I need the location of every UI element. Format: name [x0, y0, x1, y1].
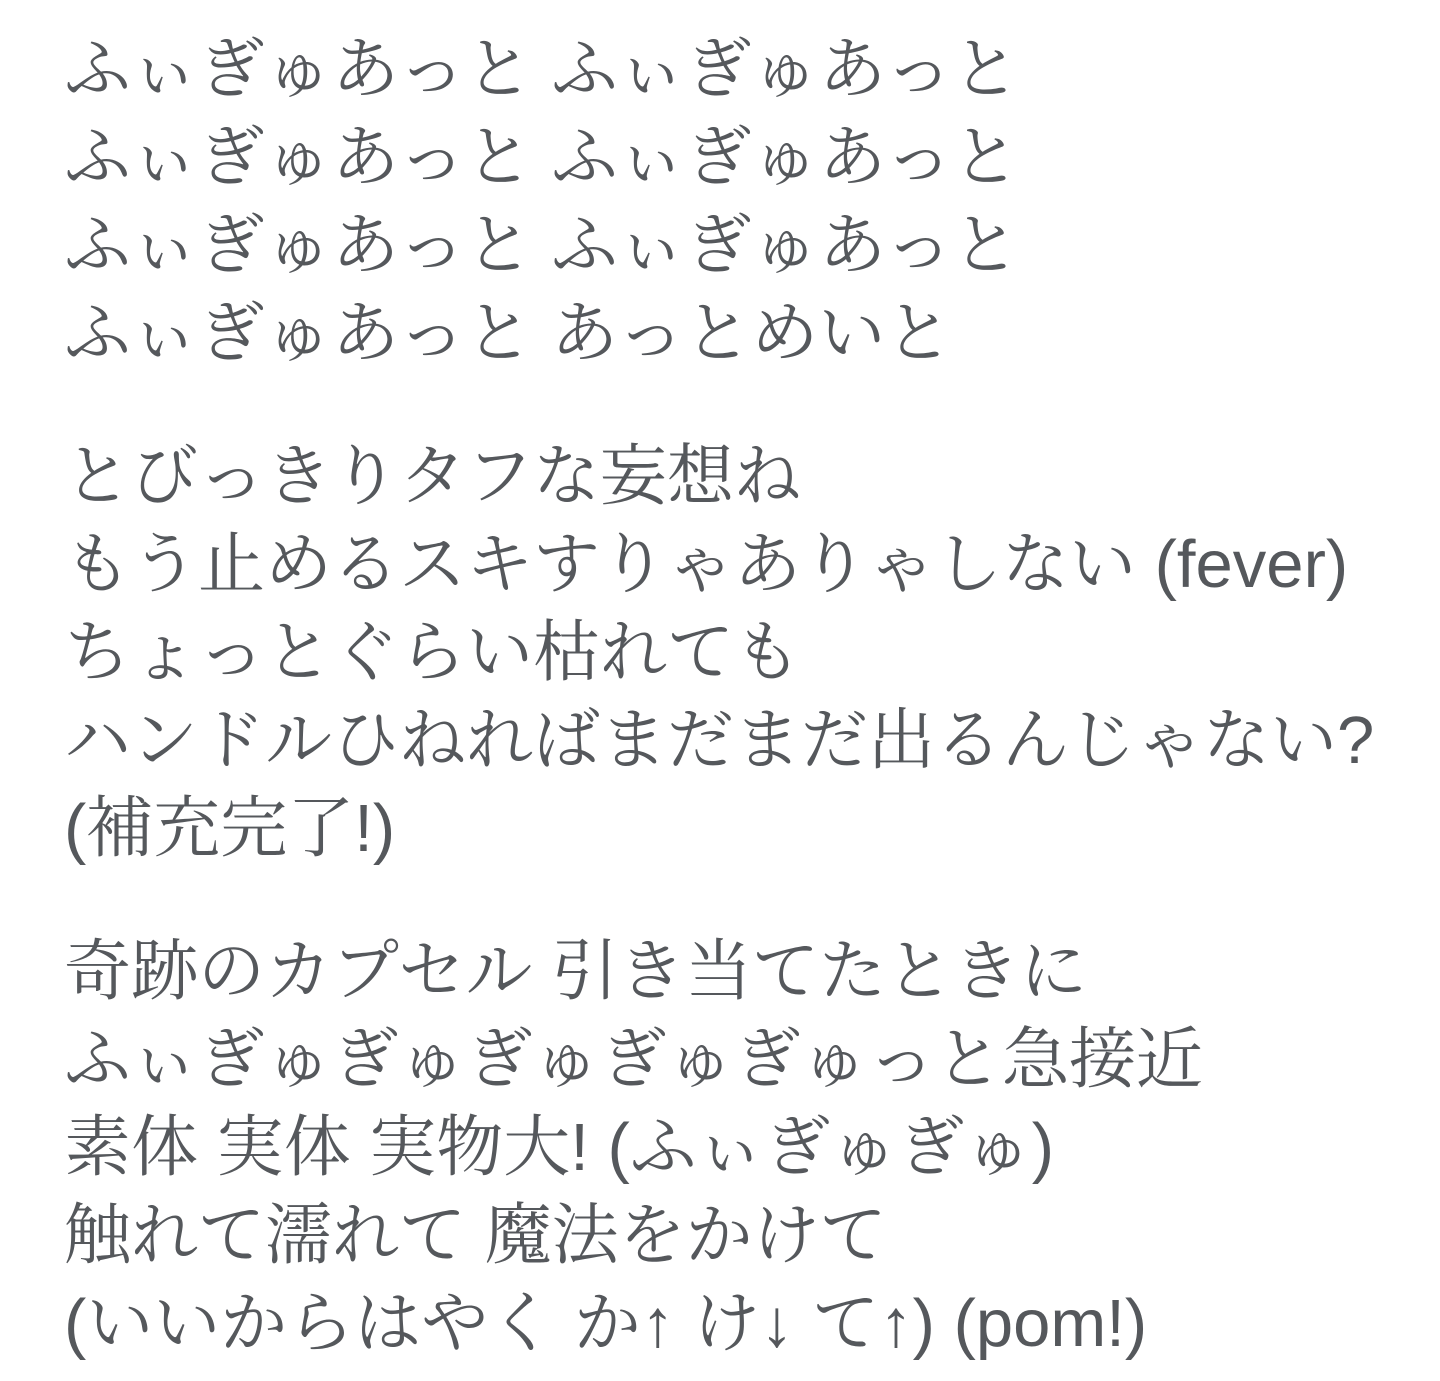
- lyric-line: 触れて濡れて 魔法をかけて: [64, 1198, 887, 1273]
- lyric-line: とびっきりタフな妄想ね: [64, 439, 801, 514]
- lyrics-stanza-2: [64, 433, 1396, 873]
- lyric-line: もう止めるスキすりゃありゃしない (fever): [64, 527, 1349, 602]
- lyric-line: ふぃぎゅぎゅぎゅぎゅぎゅっと急接近: [64, 1022, 1203, 1097]
- lyric-line: 奇跡のカプセル 引き当てたときに: [64, 934, 1087, 1009]
- lyric-line: ふぃぎゅあっと ふぃぎゅあっと: [64, 120, 1020, 195]
- lyric-line: ハンドルひねればまだまだ出るんじゃない? (補充完了!): [64, 703, 1375, 866]
- lyric-line: ふぃぎゅあっと ふぃぎゅあっと: [64, 208, 1020, 283]
- lyric-line: ちょっとぐらい枯れても: [64, 615, 801, 690]
- lyric-line: ふぃぎゅあっと あっとめいと: [64, 296, 953, 371]
- lyric-line: ふぃぎゅあっと ふぃぎゅあっと: [64, 32, 1020, 107]
- lyrics-stanza-1: [64, 26, 1396, 378]
- lyric-line: 素体 実体 実物大! (ふぃぎゅぎゅ): [64, 1110, 1055, 1185]
- lyrics-stanza-3: [64, 928, 1396, 1368]
- lyric-line: (いいからはやく か↑ け↓ て↑) (pom!): [64, 1286, 1148, 1361]
